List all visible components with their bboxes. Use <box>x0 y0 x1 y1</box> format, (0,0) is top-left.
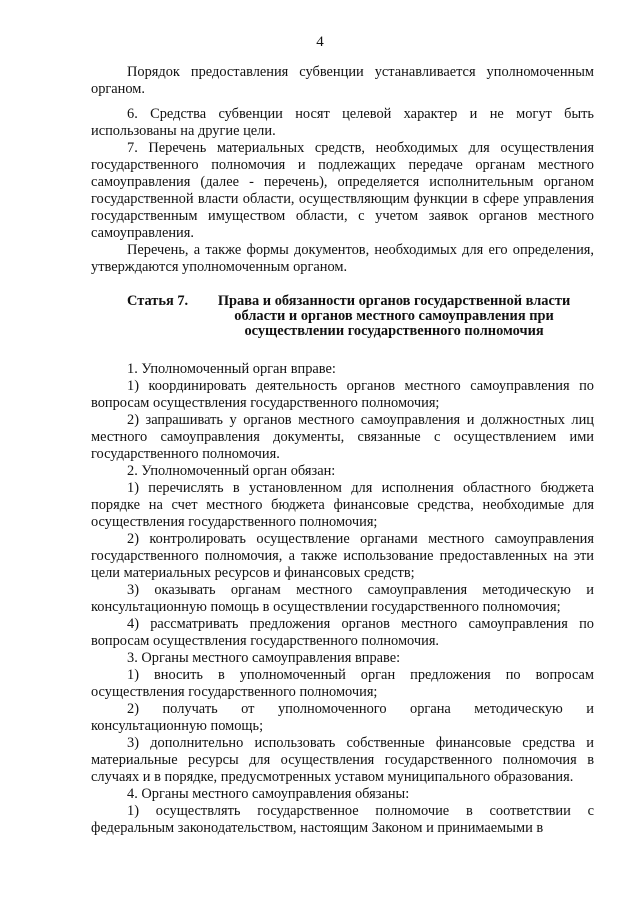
paragraph: 3) оказывать органам местного самоуправления методическую и консультационную помощь в осуществлении государственного полномочия; <box>91 582 594 615</box>
paragraph: 1) вносить в уполномоченный орган предложения по вопросам осуществления государственного полномочия; <box>91 667 594 700</box>
paragraph: Порядок предоставления субвенции устанавливается уполномоченным органом. <box>91 64 594 97</box>
paragraph: 2) получать от уполномоченного органа методическую и консультационную помощь; <box>91 701 594 734</box>
paragraph: 2) запрашивать у органов местного самоуправления и должностных лиц местного самоуправления документы, связанные с осуществлением ими государственного полномочия. <box>91 412 594 462</box>
page-number: 4 <box>316 34 324 50</box>
paragraph: 1) осуществлять государственное полномочие в соответствии с федеральным законодательством, настоящим Законом и принимаемыми в <box>91 803 594 836</box>
article-heading <box>91 294 594 339</box>
paragraph: 3) дополнительно использовать собственные финансовые средства и материальные ресурсы для осуществления государственного полномочия в случаях и в порядке, предусмотренных уставом муниципального образования. <box>91 735 594 785</box>
document-body <box>91 64 594 837</box>
article-title: Права и обязанности органов государственной власти области и органов местного самоуправления при осуществлении государственного полномочия <box>217 293 571 339</box>
paragraph: 3. Органы местного самоуправления вправе: <box>127 650 401 666</box>
paragraph: 4. Органы местного самоуправления обязаны: <box>127 786 410 802</box>
paragraph: 1. Уполномоченный орган вправе: <box>127 361 336 377</box>
paragraph: 4) рассматривать предложения органов местного самоуправления по вопросам осуществления государственного полномочия. <box>91 616 594 649</box>
paragraph: 1) координировать деятельность органов местного самоуправления по вопросам осуществления государственного полномочия; <box>91 378 594 411</box>
paragraph: 7. Перечень материальных средств, необходимых для осуществления государственного полномочия и подлежащих передаче органам местного самоуправления (далее - перечень), определяется исполнительным органом государственной власти области, осуществляющим функции в сфере управления государственным имуществом области, с учетом заявок органов местного самоуправления. <box>91 140 594 241</box>
paragraph: Перечень, а также формы документов, необходимых для его определения, утверждаются уполномоченным органом. <box>91 242 594 275</box>
paragraph: 2) контролировать осуществление органами местного самоуправления государственного полномочия, а также использование предоставленных на эти цели материальных ресурсов и финансовых средств; <box>91 531 594 581</box>
paragraph: 1) перечислять в установленном для исполнения областного бюджета порядке на счет местного бюджета финансовые средства, необходимые для осуществления государственного полномочия; <box>91 480 594 530</box>
paragraph: 6. Средства субвенции носят целевой характер и не могут быть использованы на другие цели. <box>91 106 594 139</box>
paragraph: 2. Уполномоченный орган обязан: <box>127 463 336 479</box>
article-number: Статья 7. <box>127 293 189 309</box>
